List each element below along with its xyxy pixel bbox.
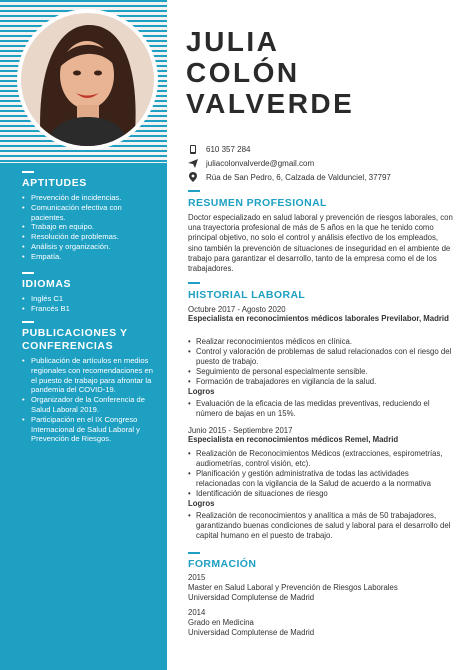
- section-divider: [188, 282, 200, 284]
- job-1-dates: Octubre 2017 - Agosto 2020: [188, 305, 286, 314]
- list-item: • Evaluación de la eficacia de las medidas preventivas, reduciendo el número de bajas en un 15%.: [188, 399, 453, 419]
- aptitudes-section: [22, 171, 154, 262]
- job-1-logros-label: Logros: [188, 387, 215, 396]
- formacion-title: FORMACIÓN: [188, 558, 257, 570]
- section-divider: [22, 171, 34, 173]
- job-2-logros: [188, 511, 453, 541]
- edu-1-year: 2015: [188, 573, 206, 582]
- address-text: Rúa de San Pedro, 6, Calzada de Valdunciel, 37797: [206, 172, 391, 182]
- job-2-dates: Junio 2015 - Septiembre 2017: [188, 426, 293, 435]
- historial-title: HISTORIAL LABORAL: [188, 289, 306, 301]
- publicaciones-section: [22, 321, 154, 444]
- list-item: • Empatía.: [22, 252, 154, 262]
- photo-panel: [0, 0, 167, 163]
- list-item: • Participación en el IX Congreso Internacional de Salud Laboral y Prevención de Riesgos.: [22, 415, 154, 444]
- list-item: • Control y valoración de problemas de salud relacionados con el riesgo del puesto de trabajo.: [188, 347, 453, 367]
- resumen-title: RESUMEN PROFESIONAL: [188, 197, 327, 209]
- job-1-duties: [188, 337, 453, 387]
- job-2-duties: [188, 449, 453, 499]
- list-item: • Seguimiento de personal especialmente sensible.: [188, 367, 453, 377]
- profile-photo: [21, 13, 154, 146]
- phone-text: 610 357 284: [206, 144, 251, 154]
- job-2-logros-label: Logros: [188, 499, 215, 508]
- section-divider: [22, 321, 34, 323]
- aptitudes-list: [22, 193, 154, 262]
- list-item: • Planificación y gestión administrativa de todas las actividades relacionadas con la vigilancia de la Salud de acuerdo a la normativa: [188, 469, 453, 489]
- section-divider: [22, 272, 34, 274]
- list-item: • Resolución de problemas.: [22, 232, 154, 242]
- name-line-3: VALVERDE: [186, 88, 355, 119]
- list-item: • Francés B1: [22, 304, 154, 314]
- list-item: • Inglés C1: [22, 294, 154, 304]
- edu-2-degree: Grado en Medicina: [188, 618, 254, 627]
- list-item: • Organizador de la Conferencia de Salud Laboral 2019.: [22, 395, 154, 415]
- list-item: • Comunicación efectiva con pacientes.: [22, 203, 154, 223]
- idiomas-section: [22, 272, 154, 314]
- list-item: • Identificación de situaciones de riesgo: [188, 489, 453, 499]
- section-divider: [188, 552, 200, 554]
- candidate-name: [186, 26, 354, 119]
- list-item: • Análisis y organización.: [22, 242, 154, 252]
- idiomas-title: IDIOMAS: [22, 278, 72, 290]
- contact-email: [188, 158, 314, 168]
- email-text[interactable]: juliacolonvalverde@gmail.com: [206, 158, 315, 168]
- publicaciones-title: PUBLICACIONES Y CONFERENCIAS: [22, 327, 128, 352]
- edu-1-degree: Master en Salud Laboral y Prevención de Riesgos Laborales: [188, 583, 398, 592]
- job-1-logros: [188, 399, 453, 419]
- list-item: • Publicación de artículos en medios regionales con recomendaciones en el puesto de trabajo para afrontar la pandemia del COVID-19.: [22, 356, 154, 395]
- aptitudes-title: APTITUDES: [22, 177, 87, 189]
- edu-2-school: Universidad Complutense de Madrid: [188, 628, 315, 637]
- name-line-2: COLÓN: [186, 57, 300, 88]
- edu-2-year: 2014: [188, 608, 206, 617]
- contact-address: [188, 172, 391, 182]
- list-item: • Realizar reconocimientos médicos en clínica.: [188, 337, 453, 347]
- section-divider: [188, 190, 200, 192]
- list-item: • Formación de trabajadores en vigilancia de la salud.: [188, 377, 453, 387]
- job-1-role: Especialista en reconocimientos médicos laborales Previlabor, Madrid: [188, 314, 449, 323]
- location-pin-icon: [188, 172, 198, 182]
- list-item: • Trabajo en equipo.: [22, 222, 154, 232]
- phone-icon: [188, 144, 198, 154]
- edu-1-school: Universidad Complutense de Madrid: [188, 593, 315, 602]
- contact-phone: [188, 144, 251, 154]
- resumen-text: Doctor especializado en salud laboral y prevención de riesgos laborales, con una trayectoria profesional de más de 5 años en la que he tenido como principal objetivo, no solo el control y análisis efectivo de los empleados, sino también la prevención de situaciones de inseguridad en el ambiente de trabajo para garantizar el desarrollo, tanto de la empresa como el de los trabajadores.: [188, 213, 453, 274]
- send-icon: [188, 158, 198, 168]
- name-line-1: JULIA: [186, 26, 280, 57]
- list-item: • Realización de reconocimientos y analítica a más de 50 trabajadores, garantizando buenas condiciones de salud y laboral para el desarrollo del capital humano en el puesto de trabajo.: [188, 511, 453, 541]
- list-item: • Prevención de incidencias.: [22, 193, 154, 203]
- idiomas-list: [22, 294, 154, 314]
- publicaciones-list: [22, 356, 154, 444]
- job-2-role: Especialista en reconocimientos médicos Remel, Madrid: [188, 435, 399, 444]
- list-item: • Realización de Reconocimientos Médicos (extracciones, espirometrías, audiometrías, control visión, etc).: [188, 449, 453, 469]
